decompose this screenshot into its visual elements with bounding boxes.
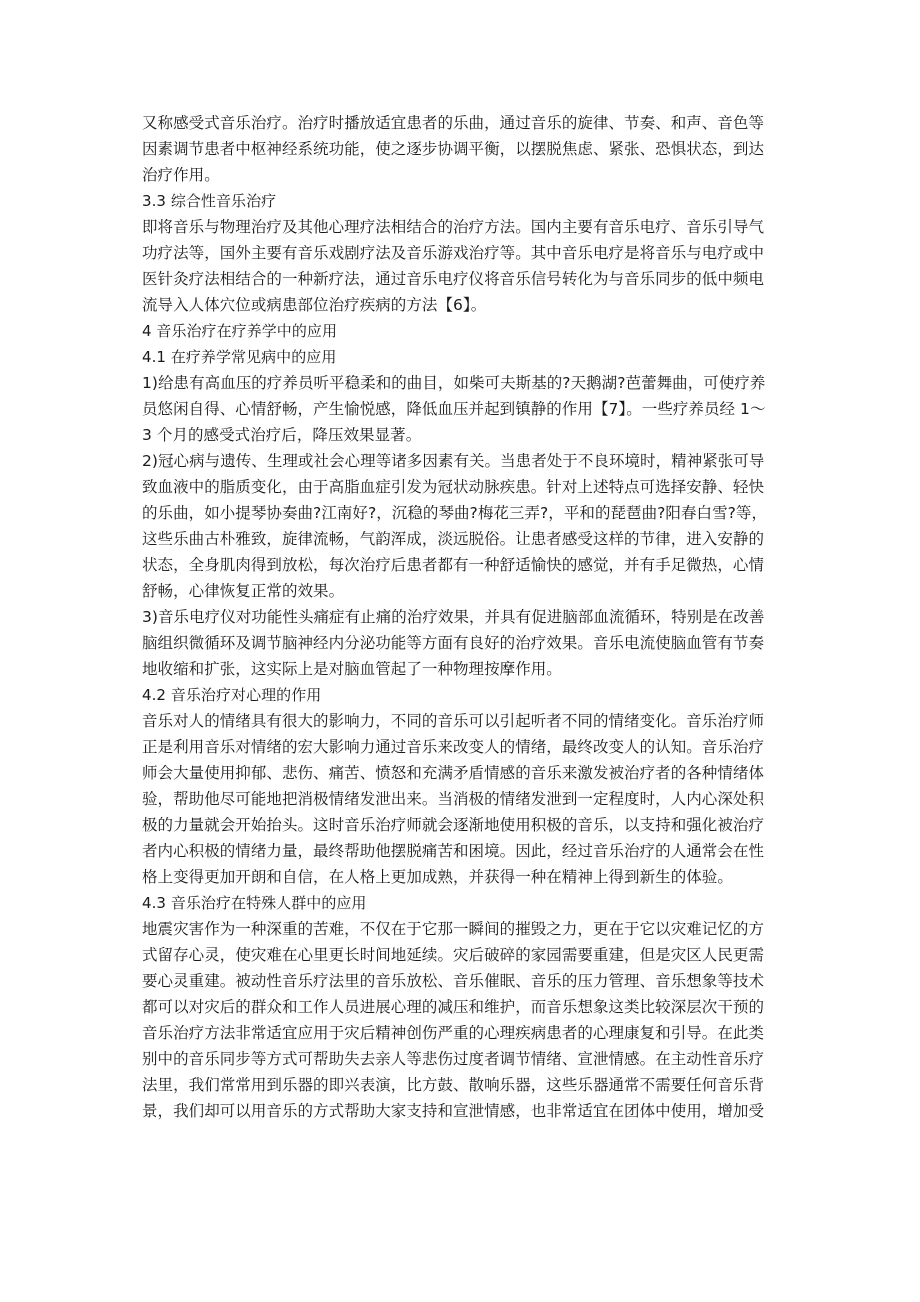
text-line: 3)音乐电疗仪对功能性头痛症有止痛的治疗效果，并具有促进脑部血流循环，特别是在改善	[142, 608, 765, 626]
text-line: 音乐治疗方法非常适宜应用于灾后精神创伤严重的心理疾病患者的心理康复和引导。在此类	[142, 1024, 765, 1042]
text-line: 极的力量就会开始抬头。这时音乐治疗师就会逐渐地使用积极的音乐，以支持和强化被治疗	[142, 816, 765, 834]
text-line: 景，我们却可以用音乐的方式帮助大家支持和宣泄情感，也非常适宜在团体中使用，增加受	[142, 1102, 765, 1120]
text-line: 法里，我们常常用到乐器的即兴表演，比方鼓、散响乐器，这些乐器通常不需要任何音乐背	[142, 1076, 765, 1094]
section-heading: 3.3 综合性音乐治疗	[142, 192, 277, 210]
section-heading: 4.3 音乐治疗在特殊人群中的应用	[142, 894, 367, 912]
text-line: 脑组织微循环及调节脑神经内分泌功能等方面有良好的治疗效果。音乐电流使脑血管有节奏	[142, 634, 765, 652]
text-line: 舒畅，心律恢复正常的效果。	[142, 582, 345, 600]
section-heading: 4.2 音乐治疗对心理的作用	[142, 686, 322, 704]
text-line: 医针灸疗法相结合的一种新疗法，通过音乐电疗仪将音乐信号转化为与音乐同步的低中频电	[142, 270, 765, 288]
text-line: 即将音乐与物理治疗及其他心理疗法相结合的治疗方法。国内主要有音乐电疗、音乐引导气	[142, 218, 765, 236]
text-line: 因素调节患者中枢神经系统功能，使之逐步协调平衡，以摆脱焦虑、紧张、恐惧状态，到达	[142, 140, 765, 158]
text-line: 别中的音乐同步等方式可帮助失去亲人等悲伤过度者调节情绪、宣泄情感。在主动性音乐疗	[142, 1050, 765, 1068]
text-line: 地震灾害作为一种深重的苦难，不仅在于它那一瞬间的摧毁之力，更在于它以灾难记忆的方	[142, 920, 765, 938]
text-line: 流导入人体穴位或病患部位治疗疾病的方法【6】。	[142, 296, 487, 314]
text-line: 师会大量使用抑郁、悲伤、痛苦、愤怒和充满矛盾情感的音乐来激发被治疗者的各种情绪体	[142, 764, 765, 782]
text-line: 1)给患有高血压的疗养员听平稳柔和的曲目，如柴可夫斯基的?天鹅湖?芭蕾舞曲，可使疗养	[142, 374, 766, 392]
text-line: 音乐对人的情绪具有很大的影响力，不同的音乐可以引起听者不同的情绪变化。音乐治疗师	[142, 712, 765, 730]
text-line: 者内心积极的情绪力量，最终帮助他摆脱痛苦和困境。因此，经过音乐治疗的人通常会在性	[142, 842, 765, 860]
text-line: 正是利用音乐对情绪的宏大影响力通过音乐来改变人的情绪，最终改变人的认知。音乐治疗	[142, 738, 765, 756]
text-line: 要心灵重建。被动性音乐疗法里的音乐放松、音乐催眠、音乐的压力管理、音乐想象等技术	[142, 972, 765, 990]
text-line: 致血液中的脂质变化，由于高脂血症引发为冠状动脉疾患。针对上述特点可选择安静、轻快	[142, 478, 765, 496]
document-body	[142, 110, 782, 1124]
section-heading: 4.1 在疗养学常见病中的应用	[142, 348, 337, 366]
text-line: 治疗作用。	[142, 166, 220, 184]
text-line: 的乐曲，如小提琴协奏曲?江南好?，沉稳的琴曲?梅花三弄?，平和的琵琶曲?阳春白雪?等，	[142, 504, 768, 522]
text-line: 式留存心灵，使灾难在心里更长时间地延续。灾后破碎的家园需要重建，但是灾区人民更需	[142, 946, 765, 964]
text-line: 地收缩和扩张，这实际上是对脑血管起了一种物理按摩作用。	[142, 660, 562, 678]
text-line: 功疗法等，国外主要有音乐戏剧疗法及音乐游戏治疗等。其中音乐电疗是将音乐与电疗或中	[142, 244, 765, 262]
text-line: 格上变得更加开朗和自信，在人格上更加成熟，并获得一种在精神上得到新生的体验。	[142, 868, 733, 886]
text-line: 3 个月的感受式治疗后，降压效果显著。	[142, 426, 422, 444]
text-line: 又称感受式音乐治疗。治疗时播放适宜患者的乐曲，通过音乐的旋律、节奏、和声、音色等	[142, 114, 765, 132]
text-line: 员悠闲自得、心情舒畅，产生愉悦感，降低血压并起到镇静的作用【7】。一些疗养员经 1～	[142, 400, 766, 418]
text-line: 都可以对灾后的群众和工作人员进展心理的减压和维护，而音乐想象这类比较深层次干预的	[142, 998, 765, 1016]
text-line: 验，帮助他尽可能地把消极情绪发泄出来。当消极的情绪发泄到一定程度时，人内心深处积	[142, 790, 765, 808]
text-line: 状态，全身肌肉得到放松，每次治疗后患者都有一种舒适愉快的感觉，并有手足微热，心情	[142, 556, 765, 574]
section-heading: 4 音乐治疗在疗养学中的应用	[142, 322, 338, 340]
text-line: 这些乐曲古朴雅致，旋律流畅，气韵浑成，淡远脱俗。让患者感受这样的节律，进入安静的	[142, 530, 765, 548]
text-line: 2)冠心病与遗传、生理或社会心理等诸多因素有关。当患者处于不良环境时，精神紧张可导	[142, 452, 765, 470]
